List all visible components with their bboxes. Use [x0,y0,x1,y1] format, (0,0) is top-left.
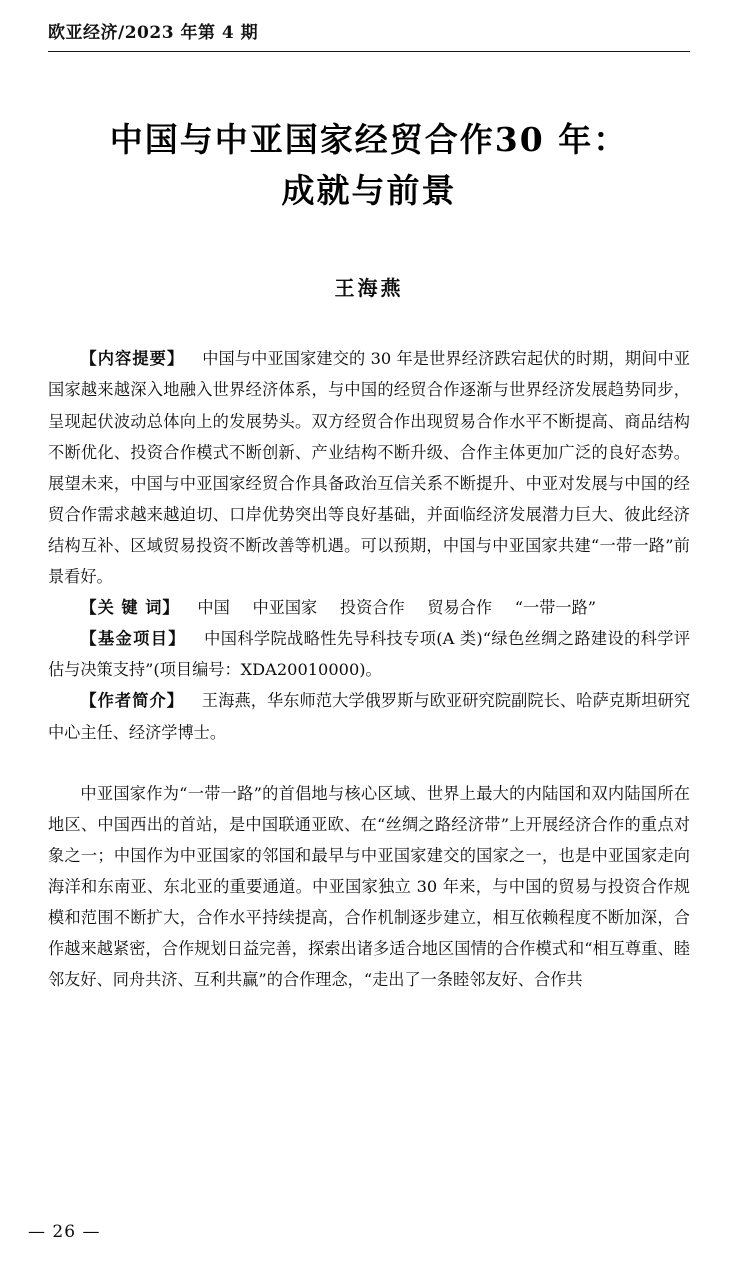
abstract-paragraph [48,343,690,592]
author-bio-text: 王海燕，华东师范大学俄罗斯与欧亚研究院副院长、哈萨克斯坦研究中心主任、经济学博士。 [48,691,691,742]
title-line-1: 中国与中亚国家经贸合作30 年： [109,120,629,159]
keywords-label: 【关 键 词】 [80,598,180,618]
page-title [48,114,690,216]
keyword-item: 中国 [197,598,230,618]
abstract-text: 中国与中亚国家建交的 30 年是世界经济跌宕起伏的时期，期间中亚国家越来越深入地融入世界经济体系，与中国的经贸合作逐渐与世界经济发展趋势同步，呈现起伏波动总体向上的发展势头。双方经贸合作出现贸易合作水平不断提高、商品结构不断优化、投资合作模式不断创新、产业结构不断升级、合作主体更加广泛的良好态势。展望未来，中国与中亚国家经贸合作具备政治互信关系不断提升、中亚对发展与中国的经贸合作需求越来越迫切、口岸优势突出等良好基础，并面临经济发展潜力巨大、彼此经济结构互补、区域贸易投资不断改善等机遇。可以预期，中国与中亚国家共建“一带一路”前景看好。 [48,349,691,587]
keyword-item: 中亚国家 [252,598,318,618]
body-paragraph-1: 中亚国家作为“一带一路”的首倡地与核心区域、世界上最大的内陆国和双内陆国所在地区、中国西出的首站，是中国联通亚欧、在“丝绸之路经济带”上开展经济合作的重点对象之一；中国作为中亚国家的邻国和最早与中亚国家建交的国家之一，也是中亚国家走向海洋和东南亚、东北亚的重要通道。中亚国家独立 30 年来，与中国的贸易与投资合作规模和范围不断扩大，合作水平持续提高，合作机制逐步建立，相互依赖程度不断加深，合作越来越紧密，合作规划日益完善，探索出诸多适合地区国情的合作模式和“相互尊重、睦邻友好、同舟共济、互利共赢”的合作理念，“走出了一条睦邻友好、合作共 [48,783,690,990]
author-name: 王海燕 [334,276,404,301]
fund-label: 【基金项目】 [80,629,186,649]
keyword-item: “一带一路” [514,598,597,618]
keyword-item: 投资合作 [339,598,405,618]
author-bio-paragraph [48,685,690,747]
running-head: 欧亚经济/2023 年第 4 期 [48,23,259,43]
author-bio-label: 【作者简介】 [80,691,185,711]
abstract-section [48,343,690,747]
keywords-paragraph [48,592,690,623]
keyword-item: 贸易合作 [427,598,493,618]
title-line-2: 成就与前景 [281,171,457,211]
abstract-label: 【内容提要】 [80,349,185,369]
fund-paragraph [48,623,690,685]
fund-text: 中国科学院战略性先导科技专项(A 类)“绿色丝绸之路建设的科学评估与决策支持”(项目编号：XDA20010000)。 [48,629,691,680]
body-section [48,778,690,996]
header-divider [48,51,690,52]
page-number: — 26 — [28,1222,101,1242]
